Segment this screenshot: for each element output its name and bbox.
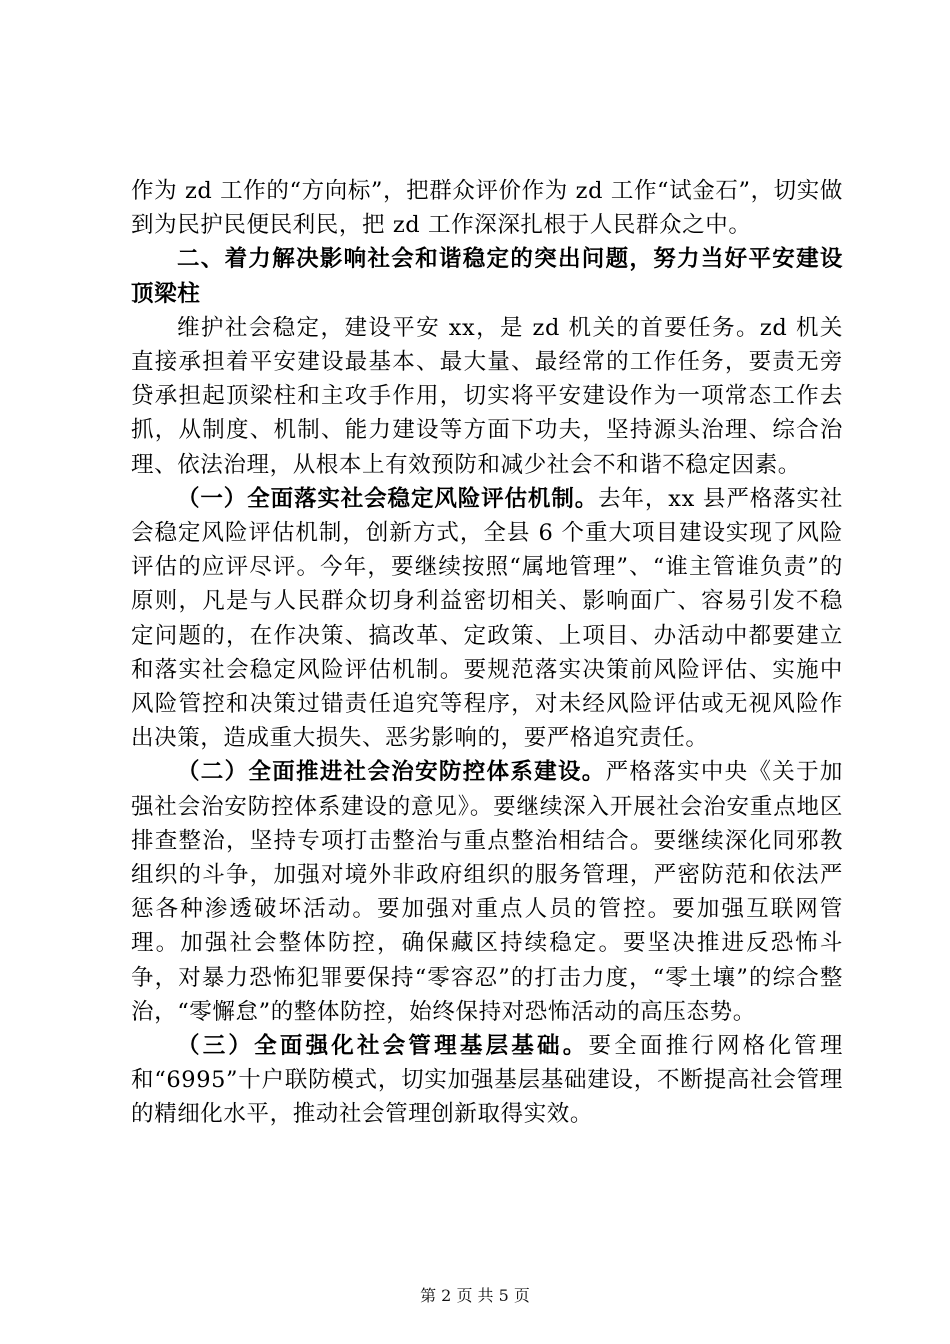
item-2-title: （二）全面推进社会治安防控体系建设。: [177, 759, 606, 786]
item-3-body: 要全面推行网格化管理和“6995”十户联防模式，切实加强基层基础建设，不断提高社会管理的精细化水平，推动社会管理创新取得实效。: [131, 1033, 843, 1128]
item-3-title: （三）全面强化社会管理基层基础。: [177, 1033, 589, 1060]
item-1-title: （一）全面落实社会稳定风险评估机制。: [177, 485, 599, 512]
page-number-footer: 第 2 页 共 5 页: [420, 1286, 530, 1305]
item-2-body: 严格落实中央《关于加强社会治安防控体系建设的意见》。要继续深入开展社会治安重点地区排查整治，坚持专项打击整治与重点整治相结合。要继续深化同邪教组织的斗争，加强对境外非政府组织的服务管理，严密防范和依法严惩各种渗透破坏活动。要加强对重点人员的管控。要加强互联网管理。加强社会整体防控，确保藏区持续稳定。要坚决推进反恐怖斗争，对暴力恐怖犯罪要保持“零容忍”的打击力度，“零土壤”的综合整治，“零懈怠”的整体防控，始终保持对恐怖活动的高压态势。: [131, 759, 843, 1025]
section-heading: 二、着力解决影响社会和谐稳定的突出问题，努力当好平安建设顶梁柱: [131, 246, 843, 307]
item-1-paragraph: [131, 482, 843, 756]
section-body-paragraph: 维护社会稳定，建设平安 xx，是 zd 机关的首要任务。zd 机关直接承担着平安建设最基本、最大量、最经常的工作任务，要责无旁贷承担起顶梁柱和主攻手作用，切实将平安建设作为一项常态工作去抓，从制度、机制、能力建设等方面下功夫，坚持源头治理、综合治理、依法治理，从根本上有效预防和减少社会不和谐不稳定因素。: [131, 314, 843, 478]
item-1-body: 去年，xx 县严格落实社会稳定风险评估机制，创新方式，全县 6 个重大项目建设实现了风险评估的应评尽评。今年，要继续按照“属地管理”、“谁主管谁负责”的原则，凡是与人民群众切身利益密切相关、影响面广、容易引发不稳定问题的，在作决策、搞改革、定政策、上项目、办活动中都要建立和落实社会稳定风险评估机制。要规范落实决策前风险评估、实施中风险管控和决策过错责任追究等程序，对未经风险评估或无视风险作出决策，造成重大损失、恶劣影响的，要严格追究责任。: [131, 485, 843, 752]
item-3-paragraph: [131, 1029, 843, 1132]
item-2-paragraph: [131, 755, 843, 1029]
document-body: [131, 174, 843, 1132]
intro-paragraph: 作为 zd 工作的“方向标”，把群众评价作为 zd 工作“试金石”，切实做到为民护民便民利民，把 zd 工作深深扎根于人民群众之中。: [131, 178, 843, 239]
